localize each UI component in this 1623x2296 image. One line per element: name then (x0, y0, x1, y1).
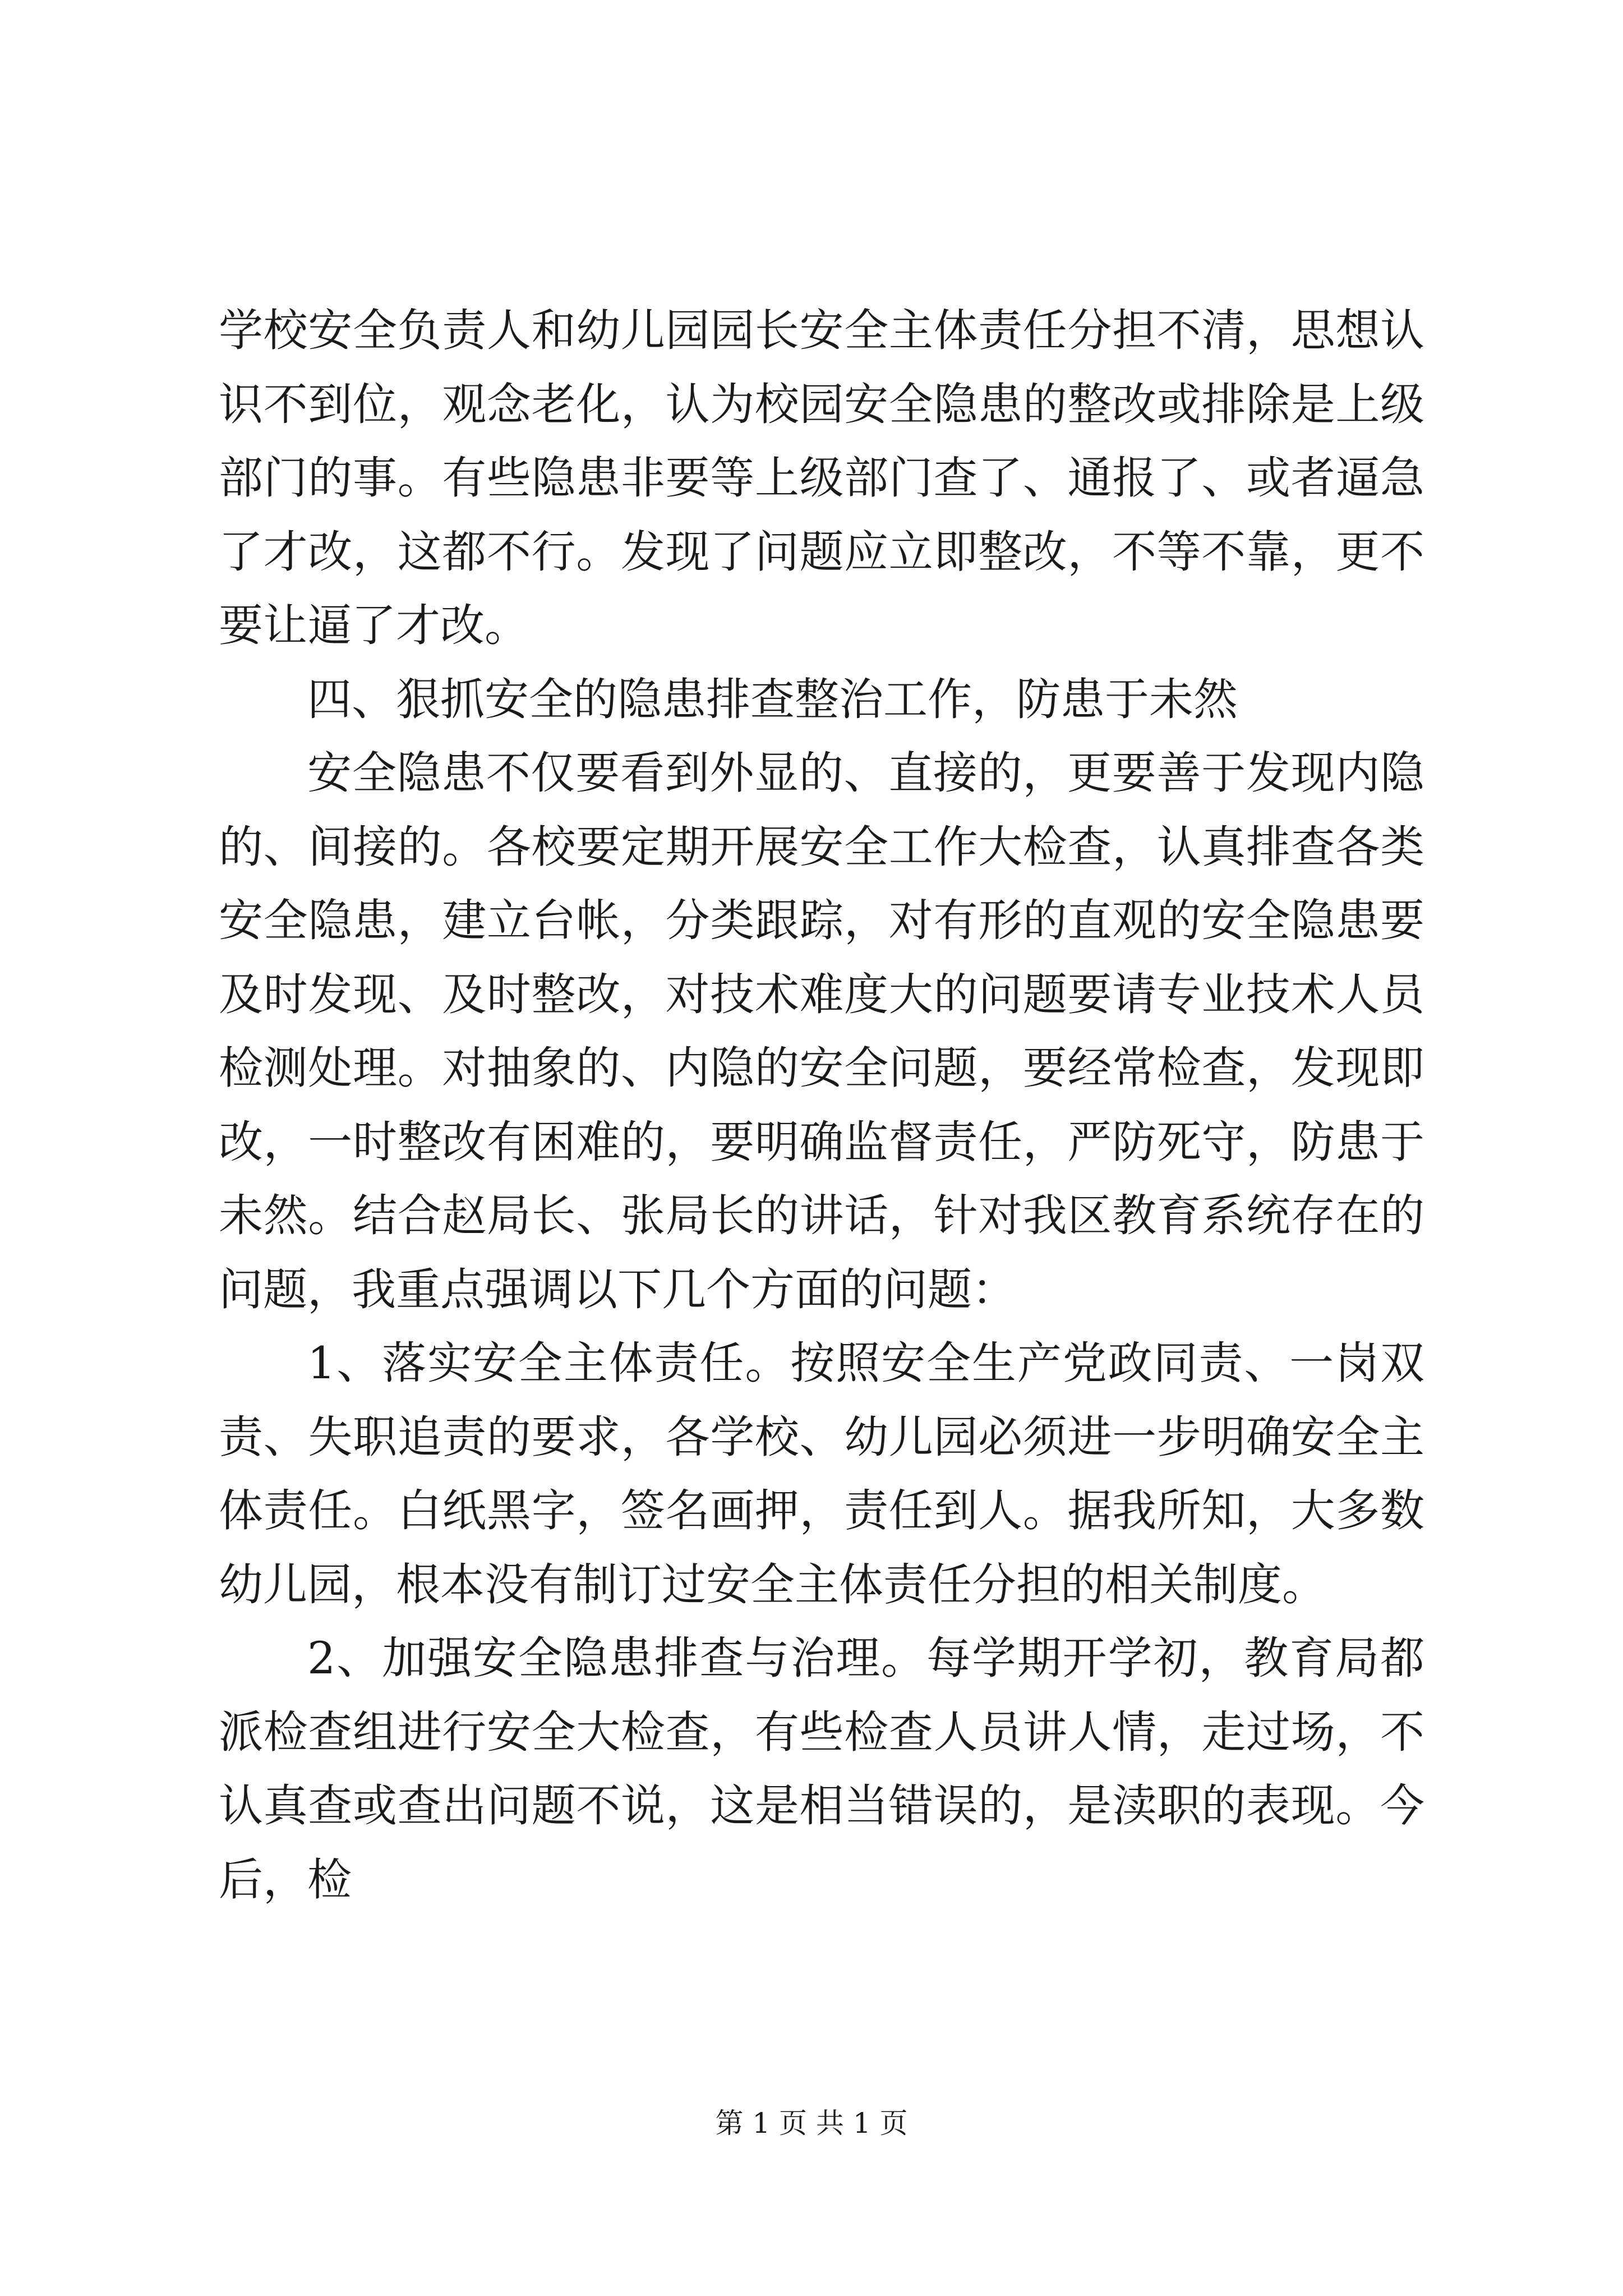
page-footer: 第 1 页 共 1 页 (715, 2107, 908, 2139)
paragraph-item-1: 1、落实安全主体责任。按照安全生产党政同责、一岗双责、失职追责的要求，各学校、幼儿园必须进一步明确安全主体责任。白纸黑字，签名画押，责任到人。据我所知，大多数幼儿园，根本没有制订过安全主体责任分担的相关制度。 (219, 1337, 1424, 1611)
document-body (219, 294, 1424, 1917)
paragraph-continuation: 学校安全负责人和幼儿园园长安全主体责任分担不清，思想认识不到位，观念老化，认为校园安全隐患的整改或排除是上级部门的事。有些隐患非要等上级部门查了、通报了、或者逼急了才改，这都不行。发现了问题应立即整改，不等不靠，更不要让逼了才改。 (219, 305, 1424, 651)
paragraph-hazard-inspection: 安全隐患不仅要看到外显的、直接的，更要善于发现内隐的、间接的。各校要定期开展安全工作大检查，认真排查各类安全隐患，建立台帐，分类跟踪，对有形的直观的安全隐患要及时发现、及时整改，对技术难度大的问题要请专业技术人员检测处理。对抽象的、内隐的安全问题，要经常检查，发现即改，一时整改有困难的，要明确监督责任，严防死守，防患于未然。结合赵局长、张局长的讲话，针对我区教育系统存在的问题，我重点强调以下几个方面的问题： (219, 747, 1424, 1315)
section-heading-four: 四、狠抓安全的隐患排查整治工作，防患于未然 (307, 673, 1238, 725)
paragraph-item-2: 2、加强安全隐患排查与治理。每学期开学初，教育局都派检查组进行安全大检查，有些检查人员讲人情，走过场，不认真查或查出问题不说，这是相当错误的，是渎职的表现。今后，检 (219, 1632, 1424, 1906)
